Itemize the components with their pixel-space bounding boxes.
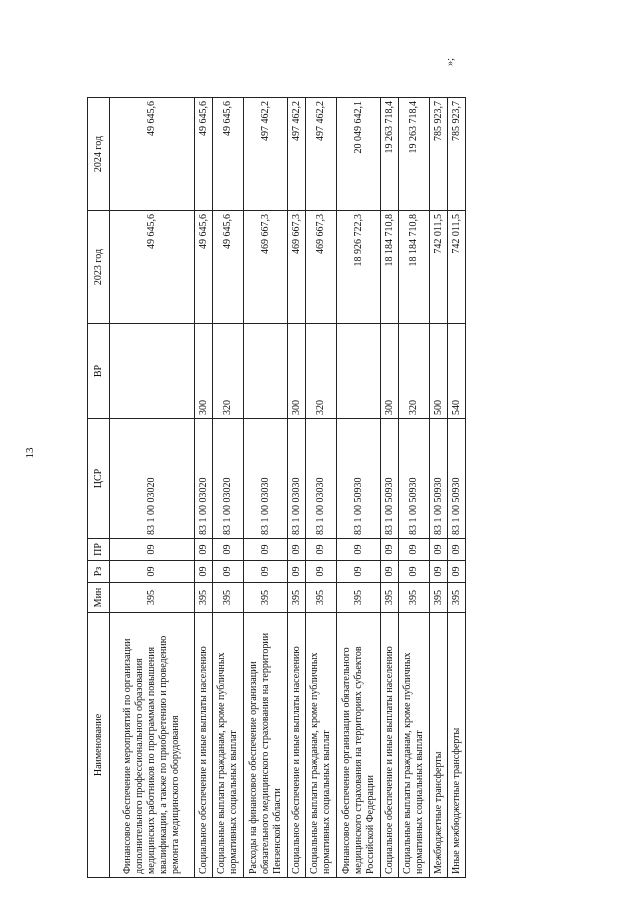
row-2024: 19 263 718,4 — [399, 98, 430, 211]
row-csr: 83 1 00 03030 — [306, 419, 337, 539]
table-row — [381, 98, 399, 878]
row-2024: 49 645,6 — [195, 98, 213, 211]
row-rz: 09 — [288, 561, 306, 583]
row-name: Иные межбюджетные трансферты — [448, 613, 466, 878]
row-vr: 320 — [213, 324, 244, 419]
row-min: 395 — [430, 583, 448, 613]
row-vr: 300 — [288, 324, 306, 419]
row-pr: 09 — [288, 539, 306, 561]
row-csr: 83 1 00 03020 — [213, 419, 244, 539]
row-pr: 09 — [244, 539, 288, 561]
table-row — [110, 98, 195, 878]
row-2023: 49 645,6 — [195, 211, 213, 324]
row-2023: 49 645,6 — [213, 211, 244, 324]
table-row — [213, 98, 244, 878]
table-row — [399, 98, 430, 878]
row-vr — [110, 324, 195, 419]
row-name: Социальные выплаты гражданам, кроме публичных нормативных социальных выплат — [213, 613, 244, 878]
row-2023: 742 011,5 — [448, 211, 466, 324]
row-csr: 83 1 00 03030 — [244, 419, 288, 539]
row-rz: 09 — [337, 561, 381, 583]
row-name: Финансовое обеспечение мероприятий по организации дополнительного профессионального образования медицинских работников по программам повышения квалификации, а также по приобретению и проведению ремонта медицинского оборудования — [110, 613, 195, 878]
row-rz: 09 — [430, 561, 448, 583]
row-rz: 09 — [448, 561, 466, 583]
row-pr: 09 — [399, 539, 430, 561]
row-pr: 09 — [110, 539, 195, 561]
header-vr: ВР — [88, 324, 110, 419]
row-2024: 497 462,2 — [244, 98, 288, 211]
row-vr: 300 — [381, 324, 399, 419]
table-row — [448, 98, 466, 878]
row-min: 395 — [288, 583, 306, 613]
row-rz: 09 — [306, 561, 337, 583]
row-pr: 09 — [448, 539, 466, 561]
row-rz: 09 — [399, 561, 430, 583]
row-2024: 49 645,6 — [110, 98, 195, 211]
row-min: 395 — [306, 583, 337, 613]
table-row — [195, 98, 213, 878]
header-pr: ПР — [88, 539, 110, 561]
header-rz: Рз — [88, 561, 110, 583]
row-vr — [244, 324, 288, 419]
row-csr: 83 1 00 50930 — [337, 419, 381, 539]
trailing-quote-mark: »; — [445, 58, 456, 66]
table-row — [244, 98, 288, 878]
row-vr: 540 — [448, 324, 466, 419]
row-2024: 19 263 718,4 — [381, 98, 399, 211]
row-rz: 09 — [110, 561, 195, 583]
row-csr: 83 1 00 03020 — [195, 419, 213, 539]
row-pr: 09 — [195, 539, 213, 561]
row-2024: 785 923,7 — [448, 98, 466, 211]
row-name: Социальное обеспечение и иные выплаты населению — [288, 613, 306, 878]
row-name: Социальные выплаты гражданам, кроме публичных нормативных социальных выплат — [306, 613, 337, 878]
row-2024: 20 049 642,1 — [337, 98, 381, 211]
row-name: Финансовое обеспечение организации обязательного медицинского страхования на территориях субъектов Российской Федерации — [337, 613, 381, 878]
row-min: 395 — [448, 583, 466, 613]
table-header-row — [88, 98, 110, 878]
row-pr: 09 — [381, 539, 399, 561]
row-name: Межбюджетные трансферты — [430, 613, 448, 878]
header-2024: 2024 год — [88, 98, 110, 211]
row-name: Социальное обеспечение и иные выплаты населению — [381, 613, 399, 878]
row-csr: 83 1 00 03030 — [288, 419, 306, 539]
table-row — [337, 98, 381, 878]
row-name: Расходы на финансовое обеспечение организации обязательного медицинского страхования на территории Пензенской области — [244, 613, 288, 878]
row-min: 395 — [213, 583, 244, 613]
row-min: 395 — [399, 583, 430, 613]
row-min: 395 — [244, 583, 288, 613]
row-2024: 49 645,6 — [213, 98, 244, 211]
row-2023: 469 667,3 — [244, 211, 288, 324]
row-pr: 09 — [213, 539, 244, 561]
table-row — [306, 98, 337, 878]
row-name: Социальное обеспечение и иные выплаты населению — [195, 613, 213, 878]
row-2023: 18 184 710,8 — [399, 211, 430, 324]
row-pr: 09 — [306, 539, 337, 561]
row-min: 395 — [337, 583, 381, 613]
row-csr: 83 1 00 50930 — [430, 419, 448, 539]
row-2023: 469 667,3 — [288, 211, 306, 324]
row-csr: 83 1 00 50930 — [448, 419, 466, 539]
row-vr: 320 — [399, 324, 430, 419]
row-min: 395 — [195, 583, 213, 613]
row-2024: 497 462,2 — [288, 98, 306, 211]
table-row — [430, 98, 448, 878]
row-csr: 83 1 00 50930 — [381, 419, 399, 539]
row-vr: 500 — [430, 324, 448, 419]
row-rz: 09 — [213, 561, 244, 583]
row-2023: 469 667,3 — [306, 211, 337, 324]
rotated-table-container — [87, 98, 462, 878]
row-2023: 18 184 710,8 — [381, 211, 399, 324]
row-vr — [337, 324, 381, 419]
row-pr: 09 — [430, 539, 448, 561]
row-rz: 09 — [244, 561, 288, 583]
budget-table — [87, 97, 466, 878]
page-number: 13 — [24, 447, 36, 459]
row-name: Социальные выплаты гражданам, кроме публичных нормативных социальных выплат — [399, 613, 430, 878]
header-2023: 2023 год — [88, 211, 110, 324]
row-vr: 300 — [195, 324, 213, 419]
header-name: Наименование — [88, 613, 110, 878]
header-min: Мин — [88, 583, 110, 613]
row-2023: 18 926 722,3 — [337, 211, 381, 324]
row-min: 395 — [110, 583, 195, 613]
row-2023: 742 011,5 — [430, 211, 448, 324]
row-2023: 49 645,6 — [110, 211, 195, 324]
row-2024: 785 923,7 — [430, 98, 448, 211]
row-rz: 09 — [195, 561, 213, 583]
row-pr: 09 — [337, 539, 381, 561]
header-csr: ЦСР — [88, 419, 110, 539]
table-row — [288, 98, 306, 878]
row-csr: 83 1 00 03020 — [110, 419, 195, 539]
row-csr: 83 1 00 50930 — [399, 419, 430, 539]
row-min: 395 — [381, 583, 399, 613]
row-2024: 497 462,2 — [306, 98, 337, 211]
row-vr: 320 — [306, 324, 337, 419]
row-rz: 09 — [381, 561, 399, 583]
